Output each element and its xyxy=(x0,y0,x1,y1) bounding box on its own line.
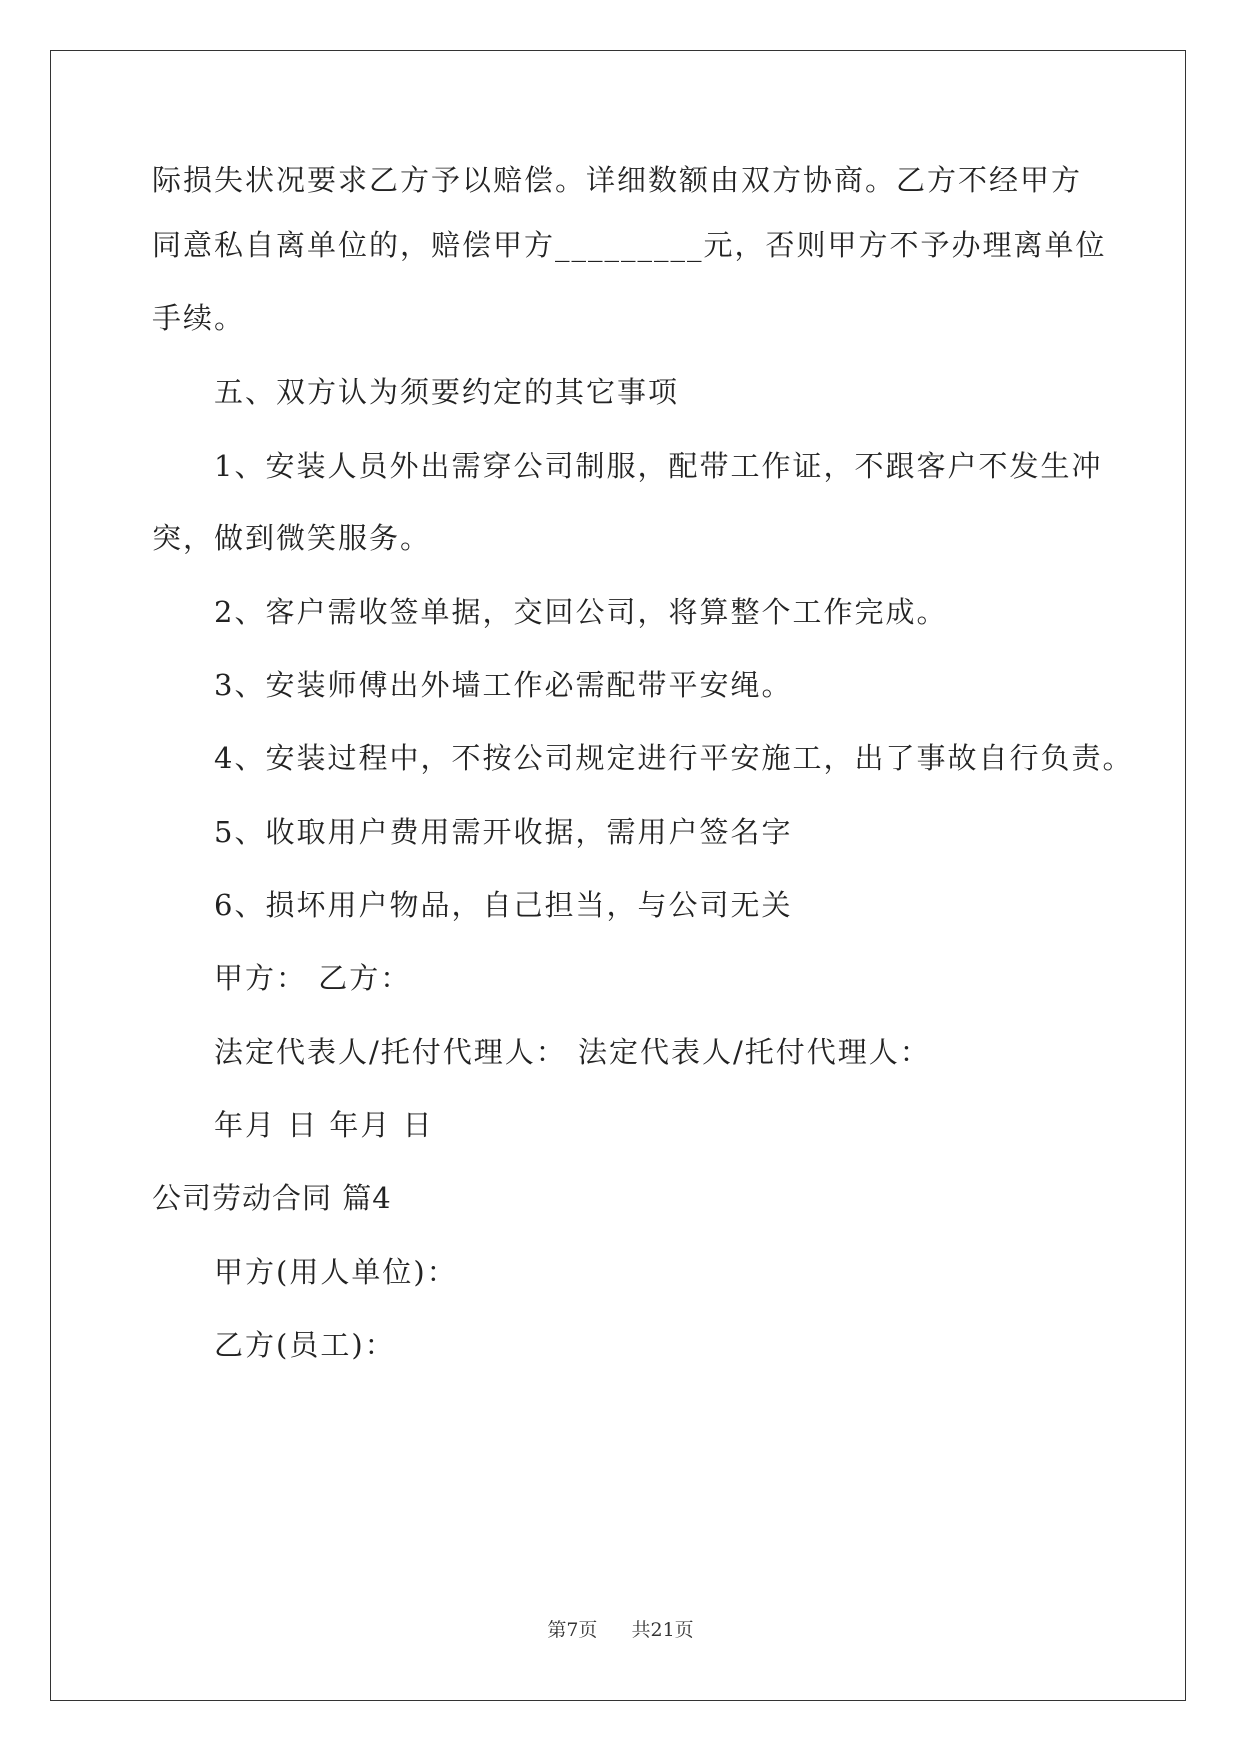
list-item: 1、安装人员外出需穿公司制服，配带工作证，不跟客户不发生冲 xyxy=(214,449,1103,483)
signature-parties: 甲方： 乙方： xyxy=(214,961,412,995)
paragraph-line: 同意私自离单位的，赔偿甲方_________元，否则甲方不予办理离单位 xyxy=(152,228,1107,262)
list-item: 2、客户需收签单据，交回公司，将算整个工作完成。 xyxy=(214,595,948,629)
paragraph-line: 突，做到微笑服务。 xyxy=(152,521,432,555)
party-b-label: 乙方(员工)： xyxy=(214,1328,396,1362)
signature-dates: 年月 日 年月 日 xyxy=(214,1108,434,1142)
page-total: 共21页 xyxy=(631,1619,694,1641)
page-number: 第7页 xyxy=(547,1619,598,1641)
paragraph-line: 手续。 xyxy=(152,301,246,335)
contract-title: 公司劳动合同 篇4 xyxy=(152,1181,392,1215)
list-item: 5、收取用户费用需开收据，需用户签名字 xyxy=(214,815,793,849)
signature-representatives: 法定代表人/托付代理人： 法定代表人/托付代理人： xyxy=(214,1035,931,1069)
section-heading: 五、双方认为须要约定的其它事项 xyxy=(214,375,680,409)
page-footer xyxy=(0,1618,1241,1642)
list-item: 6、损坏用户物品，自己担当，与公司无关 xyxy=(214,888,793,922)
paragraph-line: 际损失状况要求乙方予以赔偿。详细数额由双方协商。乙方不经甲方 xyxy=(152,163,1083,197)
party-a-label: 甲方(用人单位)： xyxy=(214,1255,458,1289)
list-item: 3、安装师傅出外墙工作必需配带平安绳。 xyxy=(214,668,793,702)
list-item: 4、安装过程中，不按公司规定进行平安施工，出了事故自行负责。 xyxy=(214,741,1134,775)
